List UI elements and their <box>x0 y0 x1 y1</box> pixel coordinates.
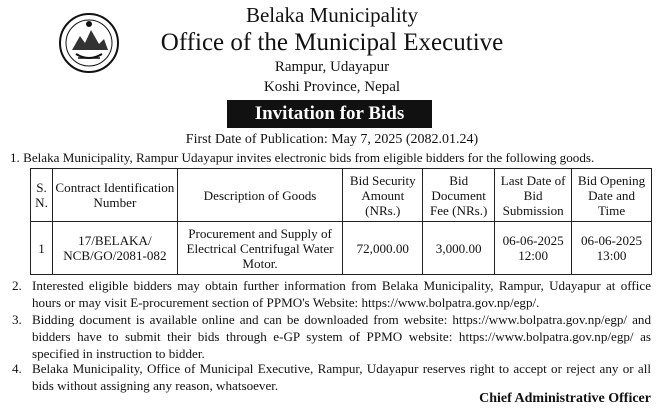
paragraph-4-number: 4. <box>12 361 22 376</box>
paragraph-3-number: 3. <box>12 312 22 327</box>
cell-description: Procurement and Supply of Electrical Centrifugal Water Motor. <box>177 222 343 275</box>
cell-bid-security: 72,000.00 <box>343 222 423 275</box>
cell-sn: 1 <box>31 222 53 275</box>
header-description: Description of Goods <box>177 169 343 222</box>
paragraph-2: Interested eligible bidders may obtain further information from Belaka Municipality, Rampur, Udayapur at office hours or may visit E-procurement section of PPMO's Website: https://www.bolpatra.gov.np/egp/. <box>32 278 651 310</box>
province-line: Koshi Province, Nepal <box>263 79 401 95</box>
header-last-date: Last Date of Bid Submission <box>495 169 572 222</box>
cell-last-date: 06-06-2025 12:00 <box>495 222 572 275</box>
signatory-title: Chief Administrative Officer <box>479 391 651 406</box>
header-contract-id: Contract Identification Number <box>52 169 177 222</box>
bid-table <box>30 168 652 275</box>
paragraph-2-number: 2. <box>12 278 22 293</box>
publication-date: First Date of Publication: May 7, 2025 (2082.01.24) <box>185 132 479 147</box>
cell-document-fee: 3,000.00 <box>423 222 495 275</box>
cell-contract-id: 17/BELAKA/ NCB/GO/2081-082 <box>52 222 177 275</box>
notice-title-banner: Invitation for Bids <box>227 100 432 128</box>
table-row <box>31 222 652 275</box>
paragraph-3: Bidding document is available online and can be downloaded from website: https://www.bolpatra.gov.np/egp/ and bidders have to submit their bids through e-GP system of PPMO website: https://www.bolpatra.gov.np/egp/ as specified in instruction to bidder. <box>32 312 651 361</box>
header-sn: S. N. <box>31 169 53 222</box>
address-line: Rampur, Udayapur <box>274 59 390 75</box>
paragraph-4: Belaka Municipality, Office of Municipal Executive, Rampur, Udayapur reserves right to accept or reject any or all bids without assigning any reason, whatsoever. <box>32 361 651 393</box>
municipality-name: Belaka Municipality <box>245 3 419 27</box>
header-document-fee: Bid Document Fee (NRs.) <box>423 169 495 222</box>
cell-opening-date: 06-06-2025 13:00 <box>572 222 652 275</box>
office-name: Office of the Municipal Executive <box>160 29 504 56</box>
header-opening-date: Bid Opening Date and Time <box>572 169 652 222</box>
paragraph-1: 1. Belaka Municipality, Rampur Udayapur invites electronic bids from eligible bidders for the following goods. <box>10 150 595 165</box>
header-bid-security: Bid Security Amount (NRs.) <box>343 169 423 222</box>
table-header-row <box>31 169 652 222</box>
